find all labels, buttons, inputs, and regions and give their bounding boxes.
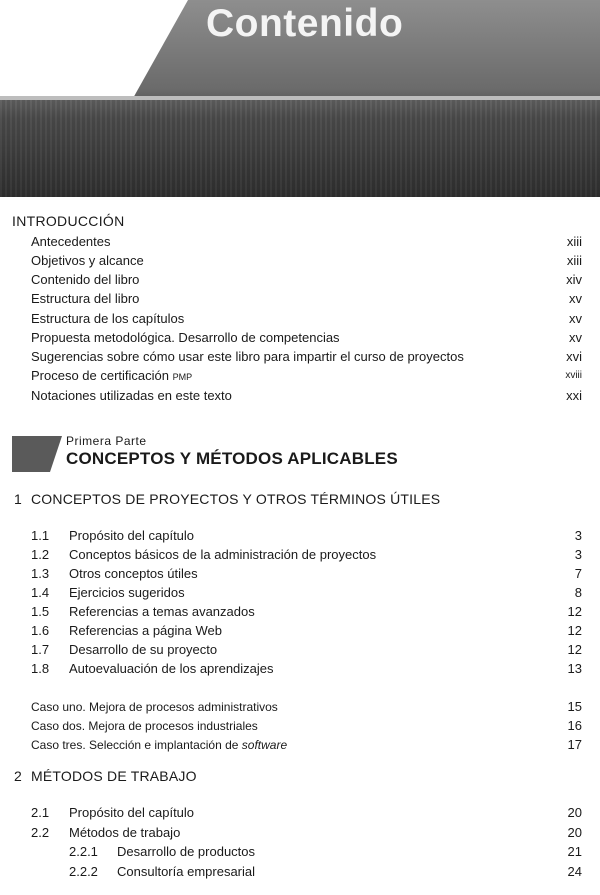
toc-entry-title: Contenido del libro [31, 272, 140, 287]
chapter-number: 2 [14, 768, 22, 784]
chapter-title: MÉTODOS DE TRABAJO [31, 768, 197, 784]
section-number: 2.1 [31, 805, 50, 820]
toc-entry-page: 12 [567, 604, 582, 619]
part-label: Primera Parte [66, 434, 147, 448]
section-number: 1.2 [31, 547, 50, 562]
toc-entry-page: 13 [567, 661, 582, 676]
toc-entry[interactable] [31, 718, 582, 734]
toc-entry-title: Métodos de trabajo [69, 825, 181, 840]
section-number: 1.7 [31, 642, 50, 657]
toc-entry[interactable] [31, 368, 582, 385]
toc-entry-page: 12 [567, 642, 582, 657]
toc-entry-title: Desarrollo de su proyecto [69, 642, 218, 657]
toc-entry[interactable] [31, 737, 582, 753]
toc-entry-title: Conceptos básicos de la administración de proyectos [69, 547, 377, 562]
toc-entry-page: 20 [567, 825, 582, 840]
section-number: 2.2.2 [69, 864, 98, 879]
toc-entry-title: Propósito del capítulo [69, 805, 195, 820]
part-heading [12, 434, 412, 474]
toc-entry-title: Caso tres. Selección e implantación de software [31, 738, 288, 752]
toc-entry-title: Caso dos. Mejora de procesos industriales [31, 719, 258, 733]
toc-entry[interactable] [31, 661, 582, 677]
toc-entry-page: xiii [566, 234, 582, 249]
toc-entry[interactable] [31, 805, 582, 821]
toc-entry-title: Antecedentes [31, 234, 111, 249]
section-number: 2.2.1 [69, 844, 98, 859]
toc-entry[interactable] [31, 311, 582, 327]
toc-entry-title: Consultoría empresarial [117, 864, 256, 879]
toc-entry-page: xiii [566, 253, 582, 268]
toc-entry-title: Referencias a página Web [69, 623, 222, 638]
toc-entry-title: Estructura de los capítulos [31, 311, 185, 326]
toc-entry-page: 7 [574, 566, 582, 581]
toc-entry[interactable] [31, 642, 582, 658]
toc-entry[interactable] [31, 566, 582, 582]
toc-entry-page: xiv [566, 272, 582, 287]
toc-entry[interactable] [31, 699, 582, 715]
part-marker [12, 436, 62, 472]
toc-entry[interactable] [31, 825, 582, 841]
section-number: 2.2 [31, 825, 50, 840]
toc-entry-title: Notaciones utilizadas en este texto [31, 388, 232, 403]
toc-entry-page: xv [569, 330, 582, 345]
toc-entry[interactable] [31, 528, 582, 544]
toc-entry-page: 3 [574, 547, 582, 562]
toc-entry-title: Proceso de certificación PMP [31, 368, 193, 383]
toc-entry-title: Propósito del capítulo [69, 528, 195, 543]
part-title: CONCEPTOS Y MÉTODOS APLICABLES [66, 449, 398, 468]
toc-entry[interactable] [31, 388, 582, 404]
toc-entry[interactable] [31, 234, 582, 250]
toc-entry[interactable] [31, 253, 582, 269]
toc-entry-page: xviii [565, 370, 582, 381]
chapter-number: 1 [14, 491, 22, 507]
software-label: software [241, 738, 288, 752]
toc-entry-page: 8 [574, 585, 582, 600]
toc-entry-page: xv [569, 311, 582, 326]
toc-entry-title: Propuesta metodológica. Desarrollo de competencias [31, 330, 340, 345]
toc-entry-page: 17 [567, 737, 582, 752]
toc-entry-page: 15 [567, 699, 582, 714]
toc-entry-page: xxi [566, 388, 582, 403]
toc-entry-title: Ejercicios sugeridos [69, 585, 185, 600]
toc-entry-page: xvi [566, 349, 582, 364]
toc-entry[interactable] [31, 349, 582, 365]
toc-entry-title: Referencias a temas avanzados [69, 604, 255, 619]
chapter-heading[interactable] [14, 768, 197, 784]
section-number: 1.8 [31, 661, 50, 676]
toc-entry[interactable] [69, 864, 582, 880]
toc-entry[interactable] [31, 291, 582, 307]
toc-entry[interactable] [31, 330, 582, 346]
toc-entry-title: Autoevaluación de los aprendizajes [69, 661, 274, 676]
section-number: 1.5 [31, 604, 50, 619]
toc-entry-page: 20 [567, 805, 582, 820]
intro-heading: INTRODUCCIÓN [12, 213, 125, 229]
toc-entry[interactable] [69, 844, 582, 860]
header-banner [0, 0, 600, 197]
toc-entry-title: Objetivos y alcance [31, 253, 144, 268]
toc-entry[interactable] [31, 585, 582, 601]
toc-entry-page: 3 [574, 528, 582, 543]
chapter-heading[interactable] [14, 491, 440, 507]
chapter-title: CONCEPTOS DE PROYECTOS Y OTROS TÉRMINOS ÚTILES [31, 491, 441, 507]
pmp-label: PMP [172, 372, 193, 382]
toc-entry-title: Caso uno. Mejora de procesos administrativos [31, 700, 278, 714]
toc-entry-title: Sugerencias sobre cómo usar este libro para impartir el curso de proyectos [31, 349, 464, 364]
toc-entry-page: 24 [567, 864, 582, 879]
toc-entry-page: xv [569, 291, 582, 306]
toc-entry[interactable] [31, 623, 582, 639]
toc-entry-title: Otros conceptos útiles [69, 566, 198, 581]
section-number: 1.3 [31, 566, 50, 581]
toc-entry-title: Estructura del libro [31, 291, 140, 306]
toc-entry[interactable] [31, 547, 582, 563]
toc-entry[interactable] [31, 272, 582, 288]
toc-entry[interactable] [31, 604, 582, 620]
section-number: 1.1 [31, 528, 50, 543]
toc-entry-page: 12 [567, 623, 582, 638]
section-number: 1.4 [31, 585, 50, 600]
section-number: 1.6 [31, 623, 50, 638]
toc-entry-page: 21 [567, 844, 582, 859]
toc-entry-title: Desarrollo de productos [117, 844, 256, 859]
page-title: Contenido [206, 2, 404, 45]
toc-entry-page: 16 [567, 718, 582, 733]
